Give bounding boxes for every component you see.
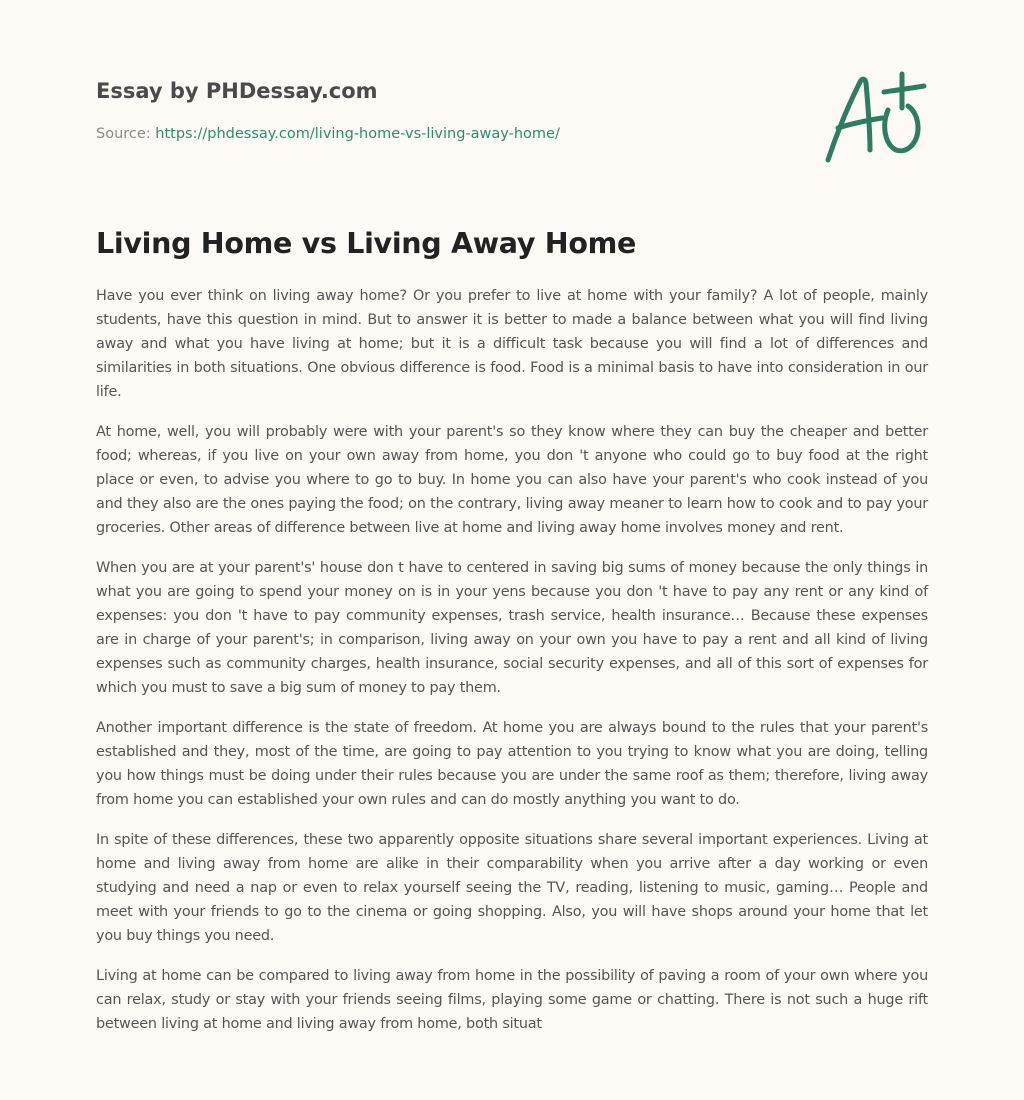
essay-body xyxy=(96,284,928,1052)
essay-paragraph: Have you ever think on living away home? Or you prefer to live at home with your family? A lot of people, mainly students, have this question in mind. But to answer it is better to made a balance between what you will find living away and what you have living at home; but it is a difficult task because you will find a lot of differences and similarities in both situations. One obvious difference is food. Food is a minimal basis to have into consideration in our life. xyxy=(96,288,928,400)
page-header xyxy=(96,78,796,144)
essay-title: Living Home vs Living Away Home xyxy=(96,227,637,260)
brand-title: Essay by PHDessay.com xyxy=(96,79,378,103)
essay-paragraph: In spite of these differences, these two apparently opposite situations share several important experiences. Living at home and living away from home are alike in their comparability when you arrive after a day working or even studying and need a nap or even to relax yourself seeing the TV, reading, listening to music, gaming… People and meet with your friends to go to the cinema or going shopping. Also, you will have shops around your home that let you buy things you need. xyxy=(96,832,928,944)
essay-paragraph: Living at home can be compared to living away from home in the possibility of paving a room of your own where you can relax, study or stay with your friends seeing films, playing some game or chatting. There is not such a huge rift between living at home and living away from home, both situat xyxy=(96,968,928,1032)
source-line xyxy=(96,124,796,144)
source-label: Source: xyxy=(96,126,156,142)
a-plus-logo xyxy=(818,66,930,166)
source-link[interactable]: https://phdessay.com/living-home-vs-living-away-home/ xyxy=(155,126,560,142)
essay-paragraph: Another important difference is the state of freedom. At home you are always bound to the rules that your parent's established and they, most of the time, are going to pay attention to you trying to know what you are doing, telling you how things must be doing under their rules because you are under the same roof as them; therefore, living away from home you can established your own rules and can do mostly anything you want to do. xyxy=(96,720,928,808)
essay-paragraph: When you are at your parent's' house don t have to centered in saving big sums of money because the only things in what you are going to spend your money on is in your yens because you don 't have to pay any rent or any kind of expenses: you don 't have to pay community expenses, trash service, health insurance… Because these expenses are in charge of your parent's; in comparison, living away on your own you have to pay a rent and all kind of living expenses such as community charges, health insurance, social security expenses, and all of this sort of expenses for which you must to save a big sum of money to pay them. xyxy=(96,560,928,696)
essay-paragraph: At home, well, you will probably were with your parent's so they know where they can buy the cheaper and better food; whereas, if you live on your own away from home, you don 't anyone who could go to buy food at the right place or even, to advise you where to go to buy. In home you can also have your parent's who cook instead of you and they also are the ones paying the food; on the contrary, living away meaner to learn how to cook and to pay your groceries. Other areas of difference between live at home and living away home involves money and rent. xyxy=(96,424,928,536)
